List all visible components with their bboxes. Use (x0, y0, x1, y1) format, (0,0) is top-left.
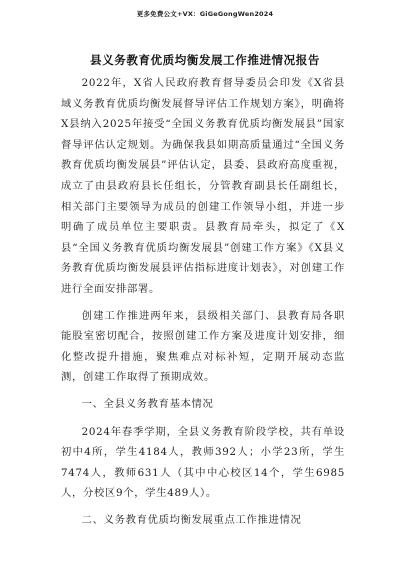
body-paragraph: 创建工作推进两年来，县级相关部门、县教育局各职能股室密切配合，按照创建工作方案及进度计划安排，细化整改提升措施，聚焦难点对标补短，定期开展动态监测，创建工作取得了预期成效。 (61, 309, 345, 384)
document-body (61, 73, 345, 537)
header-note: 更多免费公文+VX：GiGeGongWen2024 (136, 10, 274, 18)
body-paragraph: 2022年，X省人民政府教育督导委员会印发《X省县域义务教育优质均衡发展督导评估工作规划方案》，明确将X县纳入2025年接受“全国义务教育优质均衡发展县”国家督导评估认定规划。为确保我县如期高质量通过“全国义务教育优质均衡发展县”评估认定，县委、县政府高度重视，成立了由县政府县长任组长，分管教育副县长任副组长，相关部门主要领导为成员的创建工作领导小组，并进一步明确了成员单位主要职责。县教育局牵头，拟定了《X县“全国义务教育优质均衡发展县”创建工作方案》《X县义务教育优质均衡发展县评估指标进度计划表》，对创建工作进行全面安排部署。 (61, 77, 345, 295)
document-title: 县义务教育优质均衡发展工作推进情况报告 (90, 53, 320, 67)
body-paragraph: 2024年春季学期，全县义务教育阶段学校，共有单设初中4所，学生4184人，教师392人；小学23所，学生7474人，教师631人（其中中心校区14个，学生6985人，分校区9个，学生489人）。 (61, 425, 345, 500)
section-heading: 二、义务教育优质均衡发展重点工作推进情况 (81, 513, 302, 526)
section-heading: 一、全县义务教育基本情况 (81, 397, 214, 410)
